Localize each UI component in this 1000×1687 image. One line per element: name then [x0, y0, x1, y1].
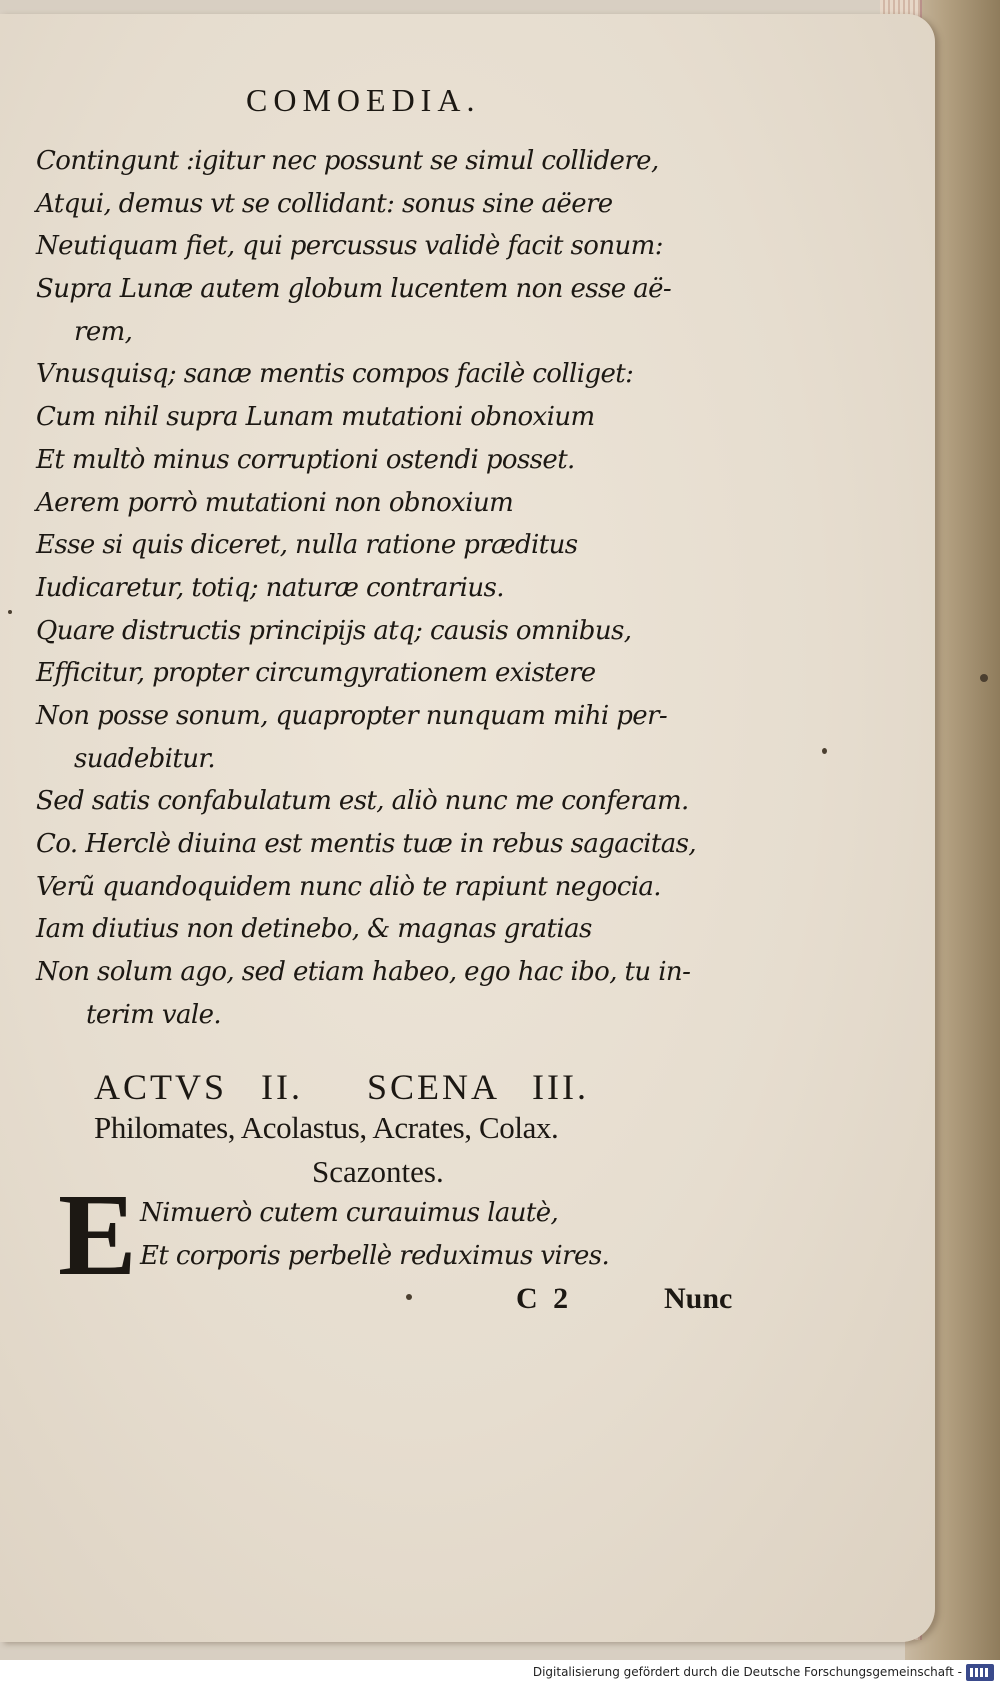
drop-cap: E [58, 1169, 137, 1300]
verse-line: Non solum ago, sed etiam habeo, ego hac ibo, tu in- [36, 957, 691, 988]
footer-credit-text: Digitalisierung gefördert durch die Deutsche Forschungsgemeinschaft - [532, 1665, 962, 1679]
verse-line: Supra Lunæ autem globum lucentem non esse aë- [36, 274, 672, 305]
verse-line: Aerem porrò mutationi non obnoxium [36, 487, 514, 518]
verse-line: Quare distructis principijs atq; causis omnibus, [36, 615, 632, 646]
signature-mark: C 2 [516, 1282, 573, 1315]
verse-line: Non posse sonum, quapropter nunquam mihi per- [36, 700, 668, 731]
opening-lines [140, 1192, 609, 1278]
verse-line: Iam diutius non detinebo, & magnas gratias [36, 914, 592, 945]
verse-line: Sed satis confabulatum est, aliò nunc me conferam. [36, 786, 689, 817]
dfg-logo-icon [966, 1664, 994, 1681]
running-head: COMOEDIA. [246, 82, 481, 118]
verse-line-continuation: terim vale. [86, 999, 222, 1030]
verse-line: Vnusquisq; sanæ mentis compos facilè colliget: [36, 359, 634, 390]
ink-speck [822, 748, 827, 754]
catchword: Nunc [664, 1282, 733, 1315]
ink-speck [406, 1294, 412, 1300]
verse-line: Neutiquam fiet, qui percussus validè facit sonum: [36, 231, 663, 262]
verse-line: Contingunt :igitur nec possunt se simul collidere, [36, 146, 659, 176]
verse-line-continuation: rem, [74, 316, 133, 347]
ink-speck [980, 674, 988, 682]
verse-line: Et corporis perbellè reduximus vires. [140, 1241, 610, 1271]
text-block [0, 14, 935, 1642]
verse-line-speaker: Co. Herclè diuina est mentis tuæ in rebus sagacitas, [36, 829, 697, 859]
verse-line: Efficitur, propter circumgyrationem existere [36, 658, 596, 689]
meter-label: Scazontes. [312, 1154, 444, 1189]
verse-line: Iudicaretur, totiq; naturæ contrarius. [36, 572, 504, 603]
verse-line-continuation: suadebitur. [74, 743, 216, 774]
act-label: ACTVS II. [94, 1067, 303, 1107]
verse-line: Et multò minus corruptioni ostendi posset. [36, 444, 575, 475]
verse-line: Cum nihil supra Lunam mutationi obnoxium [36, 402, 595, 433]
verse-line: Verũ quandoquidem nunc aliò te rapiunt negocia. [36, 871, 661, 902]
scene-heading [94, 1066, 619, 1108]
dramatis-personae: Philomates, Acolastus, Acrates, Colax. [94, 1110, 559, 1145]
book-page [0, 14, 935, 1642]
verse-line: Nimuerò cutem curauimus lautè, [140, 1198, 559, 1228]
ink-speck [8, 610, 12, 614]
verse-line: Atqui, demus vt se collidant: sonus sine aëere [36, 188, 613, 219]
verse-line: Esse si quis diceret, nulla ratione præditus [36, 530, 578, 561]
footer-credit [0, 1660, 1000, 1687]
verse-block [0, 140, 935, 1036]
scene-label: SCENA III. [367, 1067, 589, 1107]
